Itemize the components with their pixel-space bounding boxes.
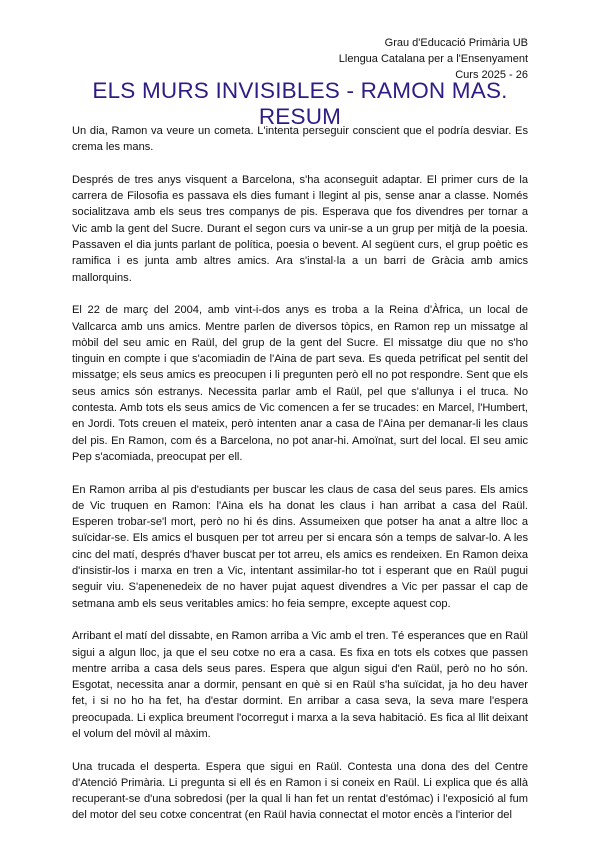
header-academic-year: Curs 2025 - 26	[455, 69, 528, 81]
document-header	[339, 35, 528, 83]
document-title: ELS MURS INVISIBLES - RAMON MAS. RESUM	[92, 78, 508, 129]
paragraph: El 22 de març del 2004, amb vint-i-dos anys es troba a la Reina d'Àfrica, un local de Vallcarca amb uns amics. Mentre parlen de diversos tòpics, en Ramon rep un missatge al mòbil del seu amic en Raül, del grup de la gent del Sucre. El missatge diu que no s'ho tinguin en compte i que s'acomiadin de l'Aina de part seva. Es queda petrificat pel sentit del missatge; els seus amics es preocupen i li pregunten però ell no pot respondre. Sent que els seus amics són estranys. Necessita parlar amb el Raül, pel que s'allunya i el truca. No contesta. Amb tots els seus amics de Vic comencen a fer se trucades: en Marcel, l'Humbert, en Jordi. Tots creuen el mateix, però intenten anar a casa de l'Aina per demanar-li les claus del pis. En Ramon, com és a Barcelona, no pot anar-hi. Amoïnat, surt del local. El seu amic Pep s'acomiada, preocupat per ell.	[72, 304, 528, 463]
document-body	[72, 123, 528, 840]
paragraph: Un dia, Ramon va veure un cometa. L'intenta perseguir conscient que el podría desviar. Es crema les mans.	[72, 125, 528, 154]
paragraph: En Ramon arriba al pis d'estudiants per buscar les claus de casa del seus pares. Els amics de Vic truquen en Ramon: l'Aina els ha donat les claus i han arribat a casa del Raül. Esperen trobar-se'l mort, però no hi és dins. Assumeixen que potser ha anat a altre lloc a suïcidar-se. Els amics el busquen per tot arreu per si encara són a temps de salvar-lo. A les cinc del matí, després d'haver buscat per tot arreu, els amics es rendeixen. En Ramon deixa d'insistir-los i marxa en tren a Vic, intentant assimilar-ho tot i esperant que en Raül pugui seguir viu. S'apenenedeix de no haver pujat aquest divendres a Vic per passar el cap de setmana amb els seus veritables amics: ho feia sempre, excepte aquest cop.	[72, 483, 528, 610]
paragraph: Després de tres anys visquent a Barcelona, s'ha aconseguit adaptar. El primer curs de la carrera de Filosofia es passava els dies fumant i llegint al pis, sense anar a classe. Només socialitzava amb els seus tres companys de pis. Esperava que fos divendres per tornar a Vic amb la gent del Sucre. Durant el segon curs va unir-se a un grup per mitjà de la poesia. Passaven el dia junts parlant de política, poesia o bevent. Al següent curs, el grup poètic es ramifica i es junta amb altres amics. Ara s'instal·la a un barri de Gràcia amb amics mallorquins.	[72, 173, 528, 284]
header-degree: Grau d'Educació Primària UB	[384, 37, 528, 49]
paragraph: Arribant el matí del dissabte, en Ramon arriba a Vic amb el tren. Té esperances que en Raül sigui a algun lloc, ja que el seu cotxe no era a casa. Es fixa en tots els cotxes que passen mentre arriba a casa dels seus pares. Espera que algun sigui d'en Raül, però no ho són. Esgotat, necessita anar a dormir, pensant en què si en Raül s'ha suïcidat, ja ho deu haver fet, i si no ho ha fet, ha d'estar dormint. En arribar a casa seva, la seva mare l'espera preocupada. Li explica breument l'ocorregut i marxa a la seva habitació. Es fica al llit deixant el volum del mòvil al màxim.	[72, 630, 528, 740]
paragraph: Una trucada el desperta. Espera que sigui en Raül. Contesta una dona des del Centre d'Atenció Primària. Li pregunta si ell és en Ramon i si coneix en Raül. Li explica que és allà recuperant-se d'una sobredosi (per la qual li han fet un rentat d'estómac) i l'exposició al fum del motor del seu cotxe concentrat (en Raül havia connectat el motor encès a l'interior del	[72, 760, 528, 822]
header-course-subject: Llengua Catalana per a l'Ensenyament	[338, 53, 528, 65]
